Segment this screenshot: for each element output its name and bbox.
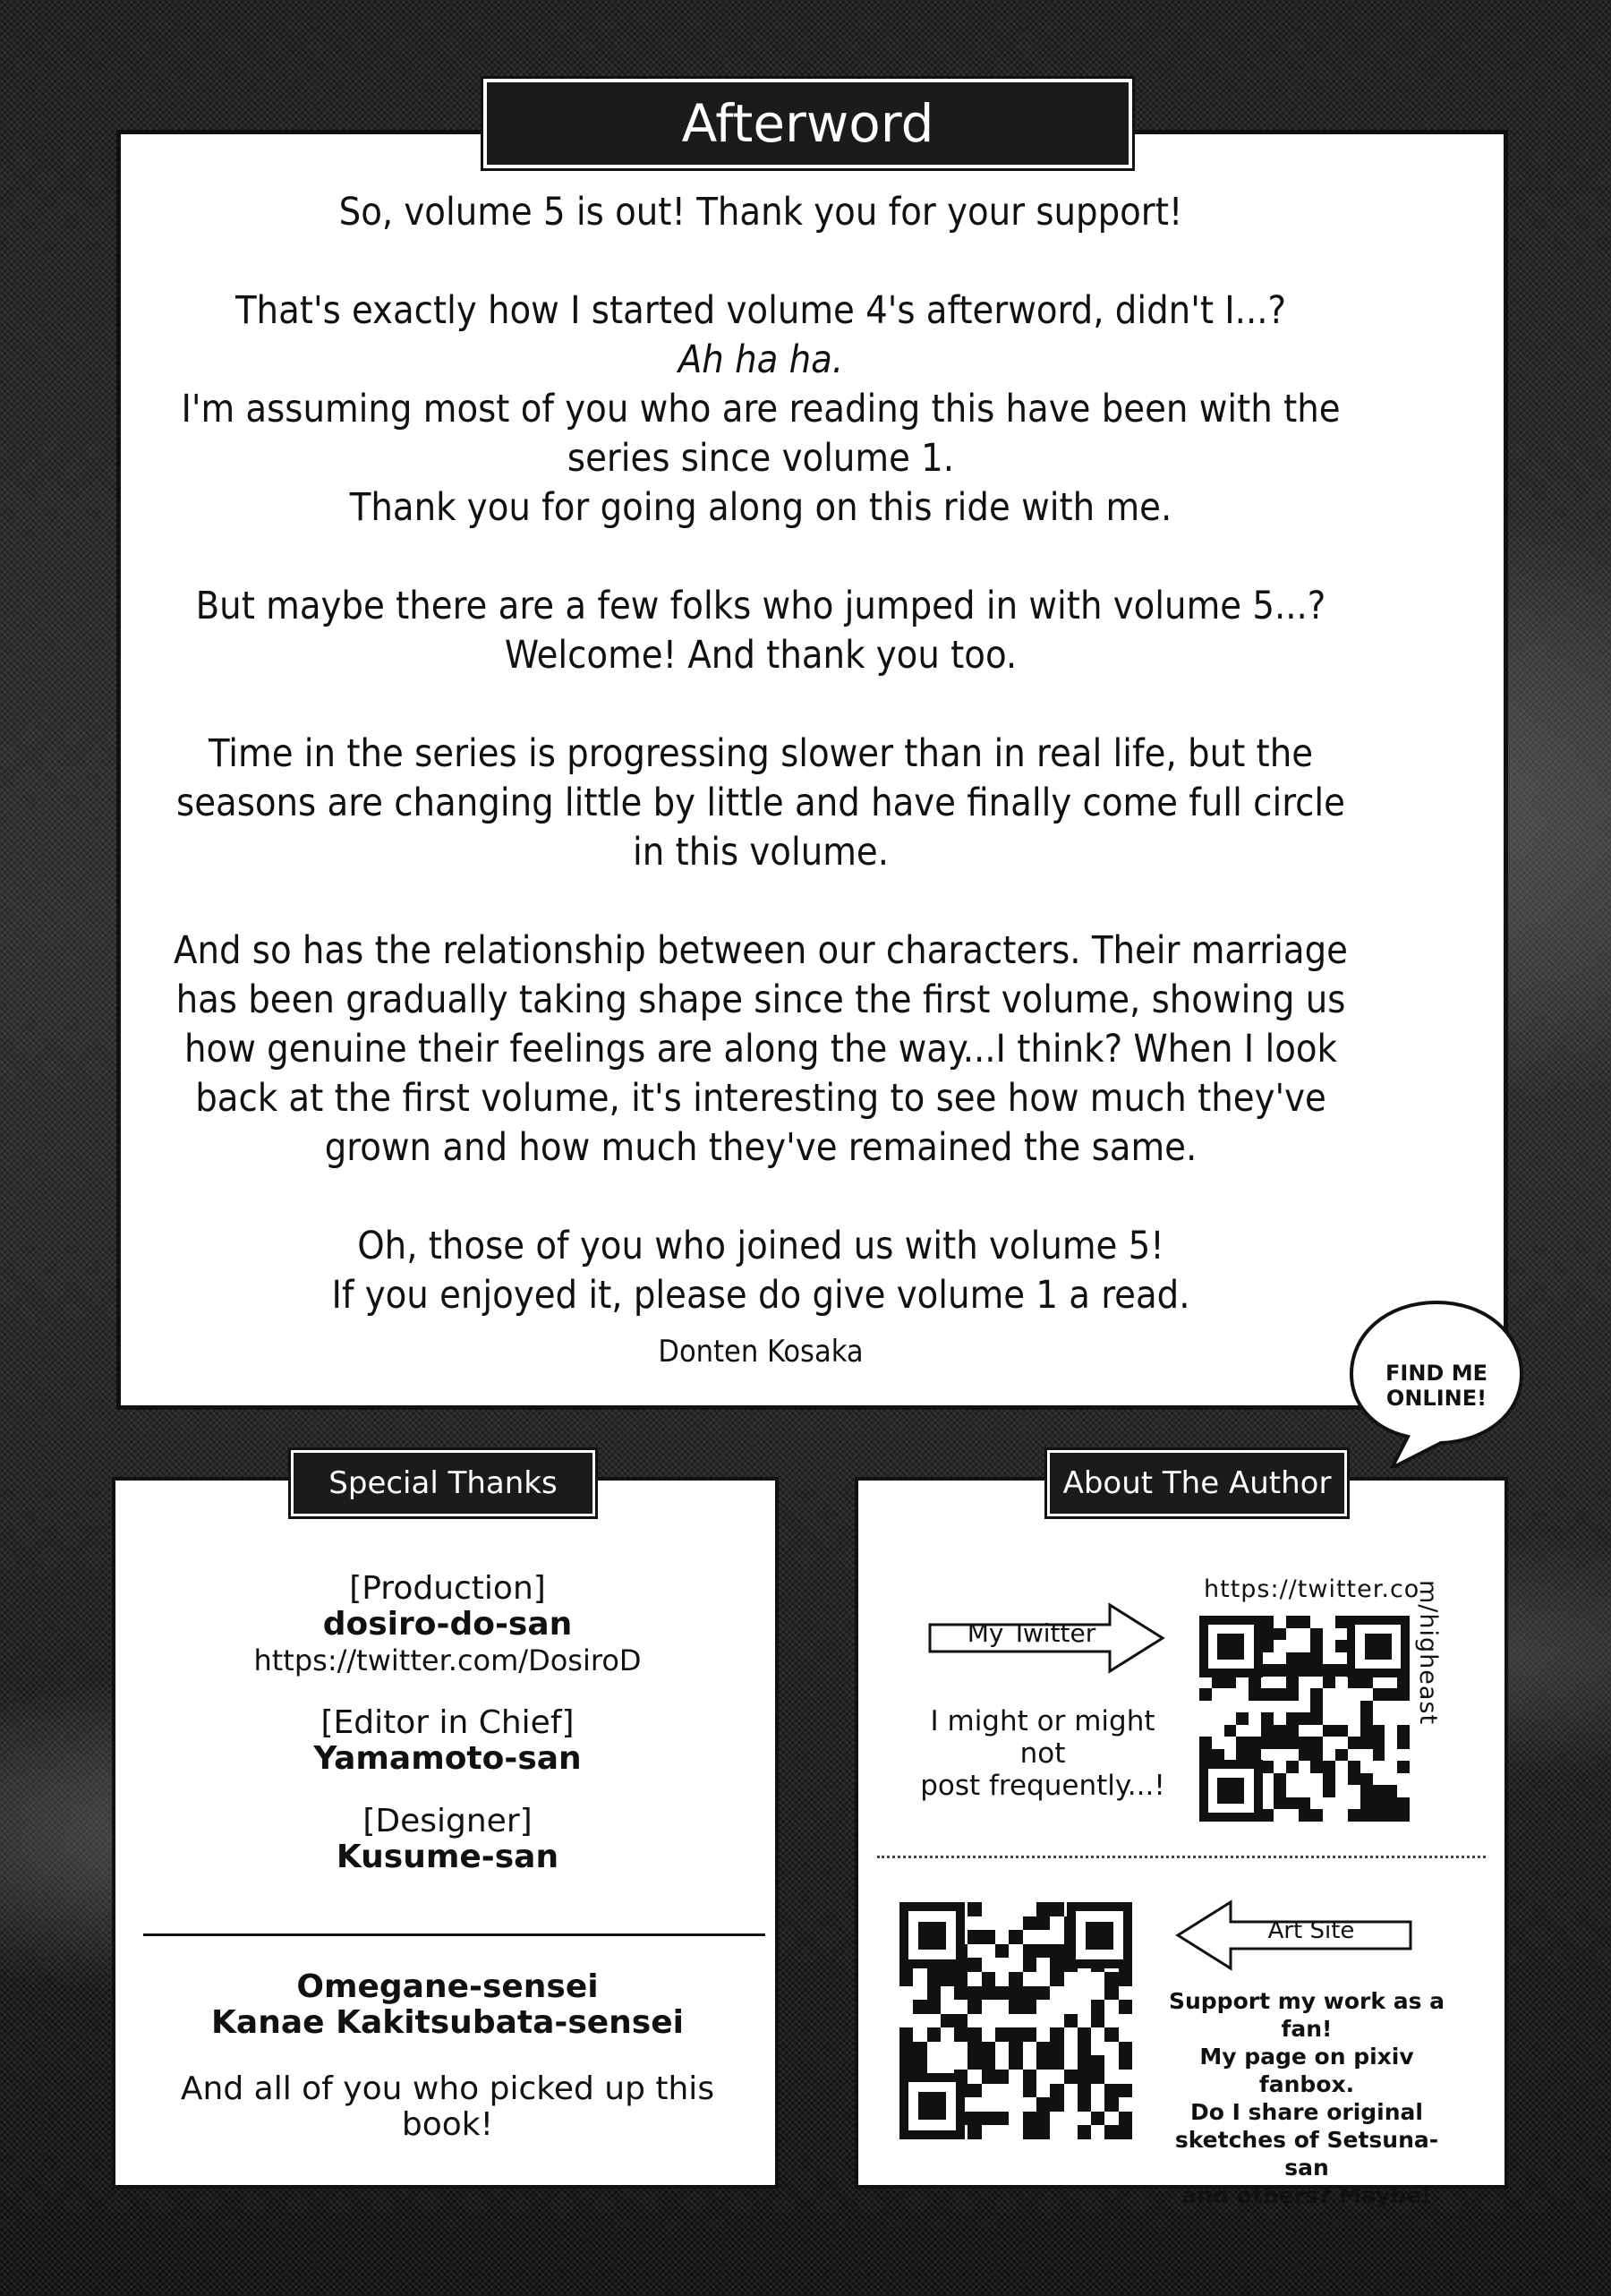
production-url: https://twitter.com/DosiroD (253, 1643, 642, 1677)
afterword-line: I'm assuming most of you who are reading this have been with the (181, 387, 1341, 431)
bubble-line-1: FIND ME (1385, 1361, 1487, 1386)
extra-name-2: Kanae Kakitsubata-sensei (211, 2004, 684, 2041)
twitter-url-top[interactable]: https://twitter.co (1204, 1575, 1420, 1603)
twitter-note-line-1: I might or might not (930, 1705, 1155, 1770)
afterword-line: And so has the relationship between our characters. Their marriage (173, 928, 1348, 973)
editor-label: [Editor in Chief] (320, 1704, 575, 1741)
afterword-line: back at the first volume, it's interesting to see how much they've (195, 1076, 1326, 1121)
about-author-title-bar (1047, 1450, 1347, 1516)
art-note-line: Support my work as a fan! (1168, 1988, 1445, 2042)
afterword-line: has been gradually taking shape since the first volume, showing us (175, 977, 1346, 1022)
bubble-line-2: ONLINE! (1385, 1386, 1487, 1411)
art-note-line: and others? Maybe! (1181, 2182, 1432, 2208)
credits-divider (143, 1933, 765, 1936)
credits-block (143, 1571, 752, 1875)
art-note-line: sketches of Setsuna-san (1174, 2127, 1439, 2181)
afterword-line: Oh, those of you who joined us with volume 5! (357, 1224, 1164, 1268)
twitter-qr-code[interactable] (1199, 1616, 1410, 1822)
author-divider (877, 1856, 1486, 1858)
afterword-line: So, volume 5 is out! Thank you for your support! (338, 190, 1183, 235)
afterword-line: Time in the series is progressing slower than in real life, but the (208, 731, 1314, 776)
afterword-line: If you enjoyed it, please do give volume 1 a read. (331, 1273, 1190, 1318)
afterword-line: Thank you for going along on this ride with me. (349, 485, 1172, 530)
afterword-title: Afterword (681, 93, 934, 154)
twitter-url-side[interactable]: m/higheast (1414, 1580, 1442, 1726)
closing-line: And all of you who picked up this book! (180, 2070, 715, 2143)
afterword-line: series since volume 1. (567, 436, 955, 481)
designer-label: [Designer] (362, 1803, 533, 1839)
afterword-signature: Donten Kosaka (658, 1334, 864, 1370)
editor-name: Yamamoto-san (313, 1740, 582, 1777)
afterword-body (134, 188, 1387, 1377)
twitter-label: My Twitter (967, 1618, 1096, 1648)
afterword-line: grown and how much they've remained the same. (324, 1125, 1198, 1170)
designer-name: Kusume-san (336, 1839, 559, 1875)
twitter-note-line-2: post frequently...! (920, 1770, 1165, 1802)
afterword-line: in this volume. (632, 830, 890, 875)
afterword-line: seasons are changing little by little and have finally come full circle (176, 781, 1345, 825)
production-name: dosiro-do-san (322, 1606, 573, 1643)
afterword-line: That's exactly how I started volume 4's afterword, didn't I...? (234, 288, 1287, 333)
special-thanks-title: Special Thanks (328, 1465, 558, 1501)
production-label: [Production] (349, 1570, 546, 1607)
afterword-line: Ah ha ha. (678, 337, 844, 382)
art-note-line: Do I share original (1190, 2099, 1423, 2125)
twitter-note (904, 1705, 1181, 1802)
art-site-note (1155, 1987, 1459, 2209)
credits-extra (143, 1969, 752, 2143)
speech-bubble-text (1365, 1361, 1508, 1411)
art-site-label: Art Site (1267, 1917, 1355, 1944)
afterword-line: Welcome! And thank you too. (504, 633, 1018, 678)
art-note-line: My page on pixiv fanbox. (1199, 2044, 1414, 2097)
art-site-qr-code[interactable] (899, 1902, 1132, 2139)
afterword-title-bar (483, 79, 1132, 168)
special-thanks-title-bar (291, 1450, 595, 1516)
about-author-title: About The Author (1062, 1465, 1332, 1501)
afterword-line: how genuine their feelings are along the way...I think? When I look (184, 1027, 1337, 1071)
extra-name-1: Omegane-sensei (296, 1968, 599, 2005)
afterword-line: But maybe there are a few folks who jumped in with volume 5...? (195, 584, 1326, 628)
